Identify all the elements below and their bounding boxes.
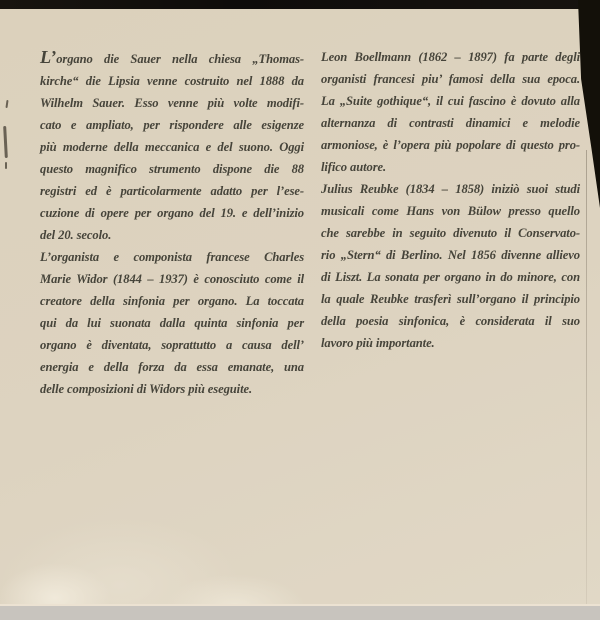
text-line: armoniose, è l’opera più popolare di questo pro- [321, 138, 580, 152]
text-line: registri ed è particolarmente adatto per l’ese- [40, 184, 304, 198]
text-line: La „Suite gothique“, il cui fascino è dovuto alla [321, 94, 580, 108]
text-line: di Liszt. La sonata per organo in do minore, con [321, 270, 580, 284]
text-line: musicali come Hans von Bülow presso quello [321, 204, 580, 218]
text-line: delle composizioni di Widors più eseguite. [40, 382, 253, 396]
text-line: della poesia sinfonica, è considerata il suo [321, 314, 580, 328]
text-line: lavoro più importante. [321, 336, 435, 350]
scan-crease-mark [3, 126, 8, 158]
scanner-bottom-strip [0, 604, 600, 620]
text-line: rio „Stern“ di Berlino. Nel 1856 divenne allievo [321, 248, 580, 262]
scanner-border-top [0, 0, 600, 9]
text-line: organo è diventata, soprattutto a causa dell’ [40, 338, 304, 352]
left-text-column [40, 46, 304, 400]
page-edge-line [586, 150, 587, 606]
text-line: che sarebbe in seguito divenuto il Conservato- [321, 226, 580, 240]
text-line: organisti francesi piu’ famosi della sua epoca. [321, 72, 580, 86]
text-line: kirche“ die Lipsia venne costruito nel 1888 da [40, 74, 304, 88]
text-line: L’organista e componista francese Charles [40, 250, 304, 264]
text-line: lifico autore. [321, 160, 387, 174]
text-line: Leon Boellmann (1862 – 1897) fa parte degli [321, 50, 580, 64]
text-line: questo magnifico strumento dispone die 88 [40, 162, 304, 176]
scan-crease-mark [5, 162, 7, 169]
text-line: più moderne della meccanica e del suono. Oggi [40, 140, 304, 154]
text-line: del 20. secolo. [40, 228, 112, 242]
text-line: energia e della forza da essa emanate, una [40, 360, 304, 374]
text-line: Julius Reubke (1834 – 1858) iniziò suoi studi [321, 182, 580, 196]
text-line: cato e ampliato, per rispondere alle esigenze [40, 118, 304, 132]
right-text-column [321, 46, 580, 354]
scanner-border-right [578, 0, 600, 208]
text-line: qui da lui suonata dalla quinta sinfonia per [40, 316, 304, 330]
scan-crease-mark [5, 100, 8, 108]
text-line: Marie Widor (1844 – 1937) è conosciuto come il [40, 272, 304, 286]
text-line: alternanza di contrasti dinamici e melodie [321, 116, 580, 130]
lead-initial: L’ [40, 47, 57, 67]
text-line: L’organo die Sauer nella chiesa „Thomas- [40, 47, 304, 67]
text-line: la quale Reubke trasferì sull’organo il principio [321, 292, 580, 306]
text-line: Wilhelm Sauer. Esso venne più volte modifi- [40, 96, 304, 110]
text-line: cuzione di opere per organo del 19. e dell’inizio [40, 206, 304, 220]
text-line: creatore della sinfonia per organo. La toccata [40, 294, 304, 308]
